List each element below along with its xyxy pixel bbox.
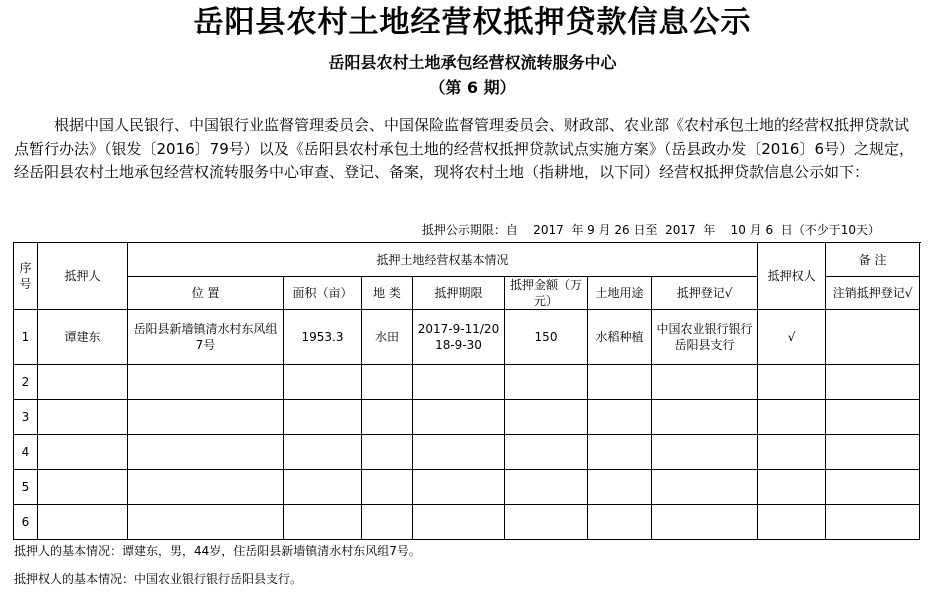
cell-mortgagee bbox=[652, 365, 758, 400]
cell-usage bbox=[588, 470, 652, 505]
cell-area bbox=[284, 435, 362, 470]
page-title: 岳阳县农村土地经营权抵押贷款信息公示 bbox=[193, 5, 752, 40]
cell-land-type bbox=[362, 505, 413, 540]
cell-usage bbox=[588, 435, 652, 470]
cell-registered: √ bbox=[758, 310, 826, 365]
cell-term bbox=[413, 505, 505, 540]
header-cancelled: 注销抵押登记√ bbox=[826, 277, 920, 310]
header-seq: 序号 bbox=[14, 243, 38, 310]
cell-mortgagee bbox=[652, 505, 758, 540]
cell-usage bbox=[588, 505, 652, 540]
cell-mortgagor bbox=[38, 435, 128, 470]
cell-seq: 4 bbox=[14, 435, 38, 470]
cell-seq: 1 bbox=[14, 310, 38, 365]
cell-seq: 5 bbox=[14, 470, 38, 505]
cell-area bbox=[284, 365, 362, 400]
header-land-info: 抵押土地经营权基本情况 bbox=[128, 243, 758, 277]
cell-seq: 2 bbox=[14, 365, 38, 400]
cell-mortgagor bbox=[38, 470, 128, 505]
cell-usage bbox=[588, 365, 652, 400]
header-land-type: 地 类 bbox=[362, 277, 413, 310]
cell-cancelled bbox=[826, 365, 920, 400]
mortgagee-info: 抵押权人的基本情况：中国农业银行银行岳阳县支行。 bbox=[14, 572, 303, 586]
cell-usage: 水稻种植 bbox=[588, 310, 652, 365]
header-mortgagor: 抵押人 bbox=[38, 243, 128, 310]
cell-term bbox=[413, 435, 505, 470]
cell-land-type bbox=[362, 435, 413, 470]
header-amount: 抵押金额（万元） bbox=[505, 277, 588, 310]
cell-seq: 3 bbox=[14, 400, 38, 435]
cell-cancelled bbox=[826, 470, 920, 505]
cell-amount bbox=[505, 505, 588, 540]
cell-mortgagee bbox=[652, 400, 758, 435]
cell-location bbox=[128, 470, 284, 505]
cell-mortgagor bbox=[38, 365, 128, 400]
header-term: 抵押期限 bbox=[413, 277, 505, 310]
cell-term: 2017-9-11/2018-9-30 bbox=[413, 310, 505, 365]
cell-area bbox=[284, 470, 362, 505]
table-row bbox=[14, 505, 920, 540]
header-remark: 备 注 bbox=[826, 243, 920, 277]
mortgage-info-table bbox=[13, 242, 920, 540]
cell-area bbox=[284, 505, 362, 540]
cell-registered bbox=[758, 365, 826, 400]
cell-location bbox=[128, 435, 284, 470]
issuer-subtitle: 岳阳县农村土地承包经营权流转服务中心 bbox=[328, 53, 617, 72]
cell-cancelled bbox=[826, 505, 920, 540]
cell-location bbox=[128, 400, 284, 435]
header-area: 面积（亩） bbox=[284, 277, 362, 310]
cell-land-type: 水田 bbox=[362, 310, 413, 365]
cell-mortgagor: 谭建东 bbox=[38, 310, 128, 365]
table-row bbox=[14, 435, 920, 470]
cell-cancelled bbox=[826, 400, 920, 435]
issue-number: （第 6 期） bbox=[429, 78, 516, 97]
publicity-period: 抵押公示期限：自 2017 年 9 月 26 日至 2017 年 10 月 6 日（不少于10天） bbox=[421, 223, 880, 237]
header-mortgagee: 抵押权人 bbox=[758, 243, 826, 310]
header-registered: 抵押登记√ bbox=[652, 277, 758, 310]
cell-mortgagee bbox=[652, 435, 758, 470]
cell-land-type bbox=[362, 470, 413, 505]
table-row bbox=[14, 470, 920, 505]
cell-cancelled bbox=[826, 310, 920, 365]
cell-usage bbox=[588, 400, 652, 435]
cell-area: 1953.3 bbox=[284, 310, 362, 365]
cell-seq: 6 bbox=[14, 505, 38, 540]
cell-amount bbox=[505, 365, 588, 400]
table-row bbox=[14, 400, 920, 435]
cell-area bbox=[284, 400, 362, 435]
header-usage: 土地用途 bbox=[588, 277, 652, 310]
cell-registered bbox=[758, 435, 826, 470]
cell-mortgagor bbox=[38, 400, 128, 435]
table-row bbox=[14, 310, 920, 365]
mortgagor-info: 抵押人的基本情况：谭建东，男，44岁，住岳阳县新墙镇清水村东风组7号。 bbox=[14, 544, 421, 558]
cell-mortgagor bbox=[38, 505, 128, 540]
cell-registered bbox=[758, 470, 826, 505]
table-row bbox=[14, 365, 920, 400]
cell-registered bbox=[758, 400, 826, 435]
cell-registered bbox=[758, 505, 826, 540]
cell-amount bbox=[505, 435, 588, 470]
cell-land-type bbox=[362, 400, 413, 435]
cell-term bbox=[413, 470, 505, 505]
cell-amount bbox=[505, 470, 588, 505]
cell-cancelled bbox=[826, 435, 920, 470]
cell-amount: 150 bbox=[505, 310, 588, 365]
header-location: 位 置 bbox=[128, 277, 284, 310]
cell-term bbox=[413, 400, 505, 435]
cell-amount bbox=[505, 400, 588, 435]
cell-mortgagee bbox=[652, 470, 758, 505]
intro-paragraph: 根据中国人民银行、中国银行业监督管理委员会、中国保险监督管理委员会、财政部、农业部《农村承包土地的经营权抵押贷款试点暂行办法》（银发〔2016〕79号）以及《岳阳县农村承包土地的经营权抵押贷款试点实施方案》（岳县政办发〔2016〕6号）之规定，经岳阳县农村土地承包经营权流转服务中心审查、登记、备案，现将农村土地（指耕地，以下同）经营权抵押贷款信息公示如下： bbox=[14, 116, 914, 182]
cell-location bbox=[128, 365, 284, 400]
cell-term bbox=[413, 365, 505, 400]
cell-location: 岳阳县新墙镇清水村东风组7号 bbox=[128, 310, 284, 365]
cell-location bbox=[128, 505, 284, 540]
cell-land-type bbox=[362, 365, 413, 400]
cell-mortgagee: 中国农业银行银行岳阳县支行 bbox=[652, 310, 758, 365]
